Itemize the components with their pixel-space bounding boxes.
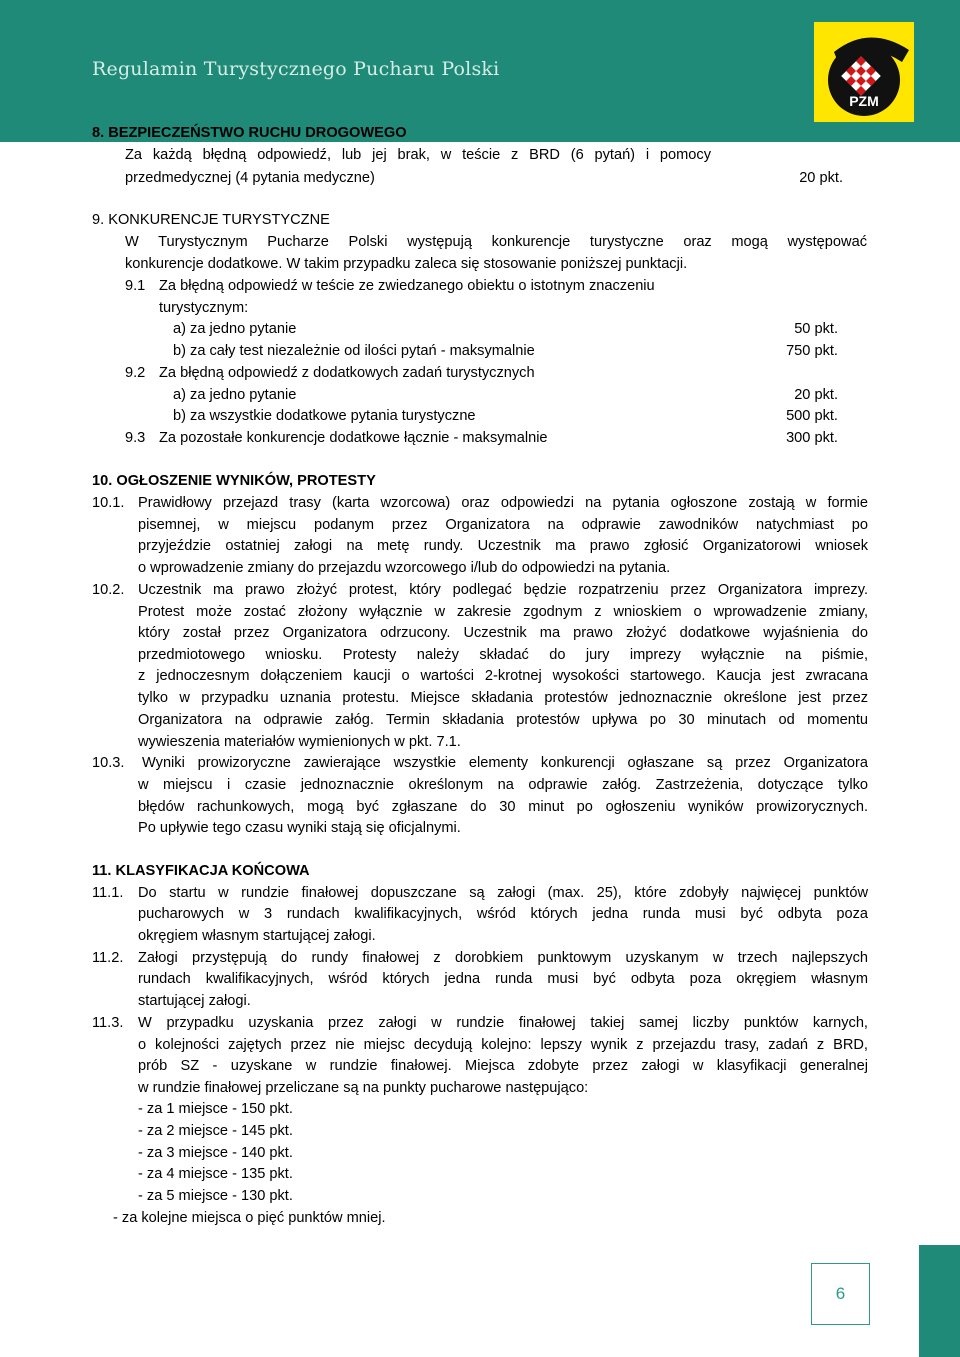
s10-1-line: Prawidłowy przejazd trasy (karta wzorcowa) oraz odpowiedzi na pytania ogłoszone zostają w formie <box>138 495 868 511</box>
s9-2-b-points: 500 pkt. <box>786 408 838 424</box>
s9-1-line-2: turystycznym: <box>159 300 249 316</box>
s10-1-line: pisemnej, w miejscu podanym przez Organizatora na odprawie zawodników natychmiast po <box>138 517 868 533</box>
s10-2-line: który został przez Organizatora odrzucony. Uczestnik ma prawo złożyć dodatkowe wyjaśnienia do <box>138 625 868 641</box>
section-9-heading: 9. KONKURENCJE TURYSTYCZNE <box>92 212 330 228</box>
s11-list-item: - za 5 miejsce - 130 pkt. <box>138 1188 293 1204</box>
s10-3-line: Po upływie tego czasu wyniki stają się oficjalnymi. <box>138 820 461 836</box>
s9-1-line-1: Za błędną odpowiedź w teście ze zwiedzanego obiektu o istotnym znaczeniu <box>159 278 655 294</box>
s11-3-line: w rundzie finałowej przeliczane są na punkty pucharowe następująco: <box>138 1080 589 1096</box>
s9-3-line-1: Za pozostałe konkurencje dodatkowe łącznie - maksymalnie <box>159 430 548 446</box>
s10-2-line: Organizatora na odprawie załóg. Termin składania protestów upływa po 30 minutach od momentu <box>138 712 868 728</box>
s10-2-line: przedmiotowego wniosku. Protesty należy składać do jury imprezy wyłącznie na piśmie, <box>138 647 868 663</box>
section-11-heading: 11. KLASYFIKACJA KOŃCOWA <box>92 863 310 879</box>
s9-1-a: a) za jedno pytanie <box>173 321 297 337</box>
s8-line-2: przedmedycznej (4 pytania medyczne) <box>125 170 375 186</box>
s10-2-line: wywieszenia materiałów wymienionych w pkt. 7.1. <box>138 734 461 750</box>
document-title: Regulamin Turystycznego Pucharu Polski <box>92 58 500 80</box>
s11-1-line: okręgiem własnym startującej załogi. <box>138 928 376 944</box>
s9-line-1: W Turystycznym Pucharze Polski występują konkurencje turystyczne oraz mogą występować <box>125 234 867 250</box>
s9-2-a-points: 20 pkt. <box>794 387 838 403</box>
s9-1-number: 9.1 <box>125 278 146 294</box>
s11-1-line: pucharowych w 3 rundach kwalifikacyjnych, wśród których jedna runda musi być odbyta poza <box>138 906 868 922</box>
s11-list-last: - za kolejne miejsca o pięć punktów mniej. <box>113 1210 386 1226</box>
s10-1-line: o wprowadzenie zmiany do przejazdu wzorcowego i/lub do odpowiedzi na pytania. <box>138 560 671 576</box>
s11-2-line: startującej załogi. <box>138 993 251 1009</box>
s10-2-number: 10.2. <box>92 582 125 598</box>
page-number-box <box>811 1263 870 1325</box>
pzm-logo-icon <box>814 22 914 122</box>
s8-line-1: Za każdą błędną odpowiedź, lub jej brak, w teście z BRD (6 pytań) i pomocy <box>125 147 711 163</box>
s11-2-line: rundach kwalifikacyjnych, wśród których jedna runda musi być odbyta poza okręgiem własnym <box>138 971 868 987</box>
s10-2-line: Protest może zostać złożony wyłącznie w zakresie zgodnym z wnioskiem o wprowadzenie zmiany, <box>138 604 868 620</box>
s9-line-2: konkurencje dodatkowe. W takim przypadku zaleca się stosowanie poniższej punktacji. <box>125 256 688 272</box>
s9-2-a: a) za jedno pytanie <box>173 387 297 403</box>
s8-points: 20 pkt. <box>799 170 843 186</box>
s11-list-item: - za 4 miejsce - 135 pkt. <box>138 1166 293 1182</box>
s10-2-line: tylko w przypadku uznania protestu. Miejsce składania protestów jednoznacznie określone jest przez <box>138 690 868 706</box>
s10-3-line: Wyniki prowizoryczne zawierające wszystkie elementy konkurencji ogłaszane są przez Organizatora <box>142 755 868 771</box>
s10-1-line: przyjeździe ostatniej załogi na metę rundy. Uczestnik ma prawo zgłosić Organizatorowi wniosek <box>138 538 868 554</box>
s9-1-a-points: 50 pkt. <box>794 321 838 337</box>
s11-3-line: W przypadku uzyskania przez załogi w rundzie finałowej takiej samej liczby punktów karnych, <box>138 1015 868 1031</box>
s11-2-number: 11.2. <box>92 950 124 966</box>
s11-2-line: Załogi przystępują do rundy finałowej z dorobkiem punktowym uzyskanym w trzech najlepszych <box>138 950 868 966</box>
s10-2-line: z jednoczesnym dołączeniem kaucji o wartości 2-krotnej wysokości startowego. Kaucja jest zwracana <box>138 668 868 684</box>
s11-3-line: o kolejności zajętych przez nie miejsc decydują kolejno: lepszy wynik z przejazdu trasy, zadań z BRD, <box>138 1037 868 1053</box>
s11-list-item: - za 3 miejsce - 140 pkt. <box>138 1145 293 1161</box>
s10-3-line: błędów rachunkowych, mogą być zgłaszane do 30 minut po ogłoszeniu wyników prowizorycznych. <box>138 799 868 815</box>
s10-3-number: 10.3. <box>92 755 125 771</box>
s9-2-line-1: Za błędną odpowiedź z dodatkowych zadań turystycznych <box>159 365 535 381</box>
pzm-logo <box>814 22 914 122</box>
s10-1-number: 10.1. <box>92 495 125 511</box>
page-number: 6 <box>835 1284 846 1303</box>
logo-text: PZM <box>849 93 879 109</box>
s9-3-number: 9.3 <box>125 430 146 446</box>
s9-1-b: b) za cały test niezależnie od ilości pytań - maksymalnie <box>173 343 535 359</box>
s11-3-line: prób SZ - uzyskane w rundzie finałowej. Miejsca zdobyte przez załogi w klasyfikacji generalnej <box>138 1058 868 1074</box>
s10-2-line: Uczestnik ma prawo złożyć protest, który podlegać będzie rozpatrzeniu przez Organizatora imprezy. <box>138 582 868 598</box>
s9-2-number: 9.2 <box>125 365 146 381</box>
s11-list-item: - za 2 miejsce - 145 pkt. <box>138 1123 293 1139</box>
section-10-heading: 10. OGŁOSZENIE WYNIKÓW, PROTESTY <box>92 473 376 489</box>
s11-3-number: 11.3. <box>92 1015 124 1031</box>
footer-accent-bar <box>919 1245 960 1357</box>
s10-3-line: w miejscu i czasie jednoznacznie określonym na odprawie załóg. Zastrzeżenia, dotyczące tylko <box>138 777 868 793</box>
s11-list-item: - za 1 miejsce - 150 pkt. <box>138 1101 293 1117</box>
section-8-heading: 8. BEZPIECZEŃSTWO RUCHU DROGOWEGO <box>92 125 407 141</box>
s9-3-points: 300 pkt. <box>786 430 838 446</box>
s11-1-line: Do startu w rundzie finałowej dopuszczane są załogi (max. 25), które zdobyły najwięcej punktów <box>138 885 868 901</box>
s9-1-b-points: 750 pkt. <box>786 343 838 359</box>
s9-2-b: b) za wszystkie dodatkowe pytania turystyczne <box>173 408 476 424</box>
s11-1-number: 11.1. <box>92 885 124 901</box>
